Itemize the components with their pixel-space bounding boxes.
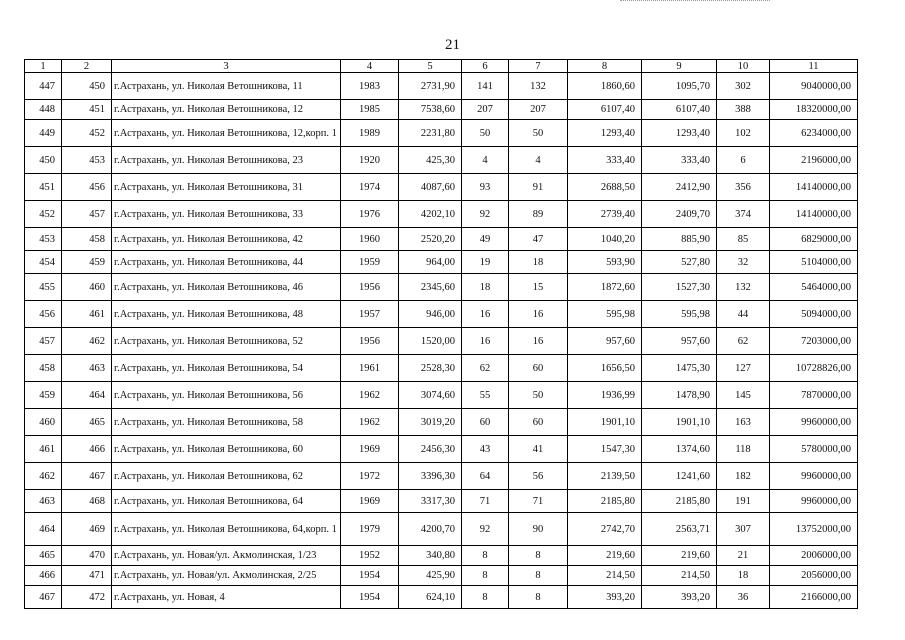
table-cell: 219,60	[642, 546, 717, 566]
table-cell: г.Астрахань, ул. Николая Ветошникова, 52	[112, 328, 341, 355]
table-cell: 447	[25, 73, 62, 100]
table-cell: 1969	[341, 436, 399, 463]
table-cell: 957,60	[642, 328, 717, 355]
table-cell: 453	[62, 147, 112, 174]
table-cell: 91	[509, 174, 568, 201]
table-cell: 6107,40	[642, 100, 717, 120]
table-cell: 102	[717, 120, 770, 147]
table-cell: 469	[62, 513, 112, 546]
table-cell: г.Астрахань, ул. Николая Ветошникова, 33	[112, 201, 341, 228]
table-cell: 89	[509, 201, 568, 228]
table-row	[25, 566, 858, 586]
table-row	[25, 120, 858, 147]
table-cell: 456	[62, 174, 112, 201]
table-cell: 1901,10	[642, 409, 717, 436]
table-cell: 595,98	[642, 301, 717, 328]
table-cell: 214,50	[568, 566, 642, 586]
table-cell: 1656,50	[568, 355, 642, 382]
table-cell: г.Астрахань, ул. Николая Ветошникова, 54	[112, 355, 341, 382]
table-cell: 964,00	[399, 251, 462, 274]
table-cell: 333,40	[642, 147, 717, 174]
table-cell: 92	[462, 513, 509, 546]
table-cell: 5464000,00	[770, 274, 858, 301]
table-cell: 946,00	[399, 301, 462, 328]
table-cell: 132	[509, 73, 568, 100]
table-cell: 451	[62, 100, 112, 120]
table-cell: 207	[462, 100, 509, 120]
table-cell: 472	[62, 586, 112, 609]
table-cell: 90	[509, 513, 568, 546]
table-cell: 463	[25, 490, 62, 513]
table-row	[25, 201, 858, 228]
table-cell: г.Астрахань, ул. Николая Ветошникова, 31	[112, 174, 341, 201]
table-cell: 467	[62, 463, 112, 490]
table-cell: 333,40	[568, 147, 642, 174]
table-cell: г.Астрахань, ул. Николая Ветошникова, 44	[112, 251, 341, 274]
table-cell: 885,90	[642, 228, 717, 251]
table-cell: г.Астрахань, ул. Новая/ул. Акмолинская, 2/25	[112, 566, 341, 586]
table-cell: 3074,60	[399, 382, 462, 409]
table-cell: 1293,40	[568, 120, 642, 147]
table-cell: 4087,60	[399, 174, 462, 201]
table-row	[25, 436, 858, 463]
column-header: 5	[399, 60, 462, 73]
table-cell: 118	[717, 436, 770, 463]
table-cell: 18	[509, 251, 568, 274]
column-header: 2	[62, 60, 112, 73]
table-row	[25, 228, 858, 251]
table-header-row	[25, 60, 858, 73]
table-cell: 450	[25, 147, 62, 174]
table-cell: 64	[462, 463, 509, 490]
table-cell: 92	[462, 201, 509, 228]
table-cell: 2739,40	[568, 201, 642, 228]
table-cell: 2456,30	[399, 436, 462, 463]
table-cell: 1962	[341, 409, 399, 436]
table-cell: г.Астрахань, ул. Новая/ул. Акмолинская, 1/23	[112, 546, 341, 566]
table-cell: 2563,71	[642, 513, 717, 546]
table-cell: 2412,90	[642, 174, 717, 201]
column-header: 3	[112, 60, 341, 73]
table-cell: 55	[462, 382, 509, 409]
table-row	[25, 546, 858, 566]
table-cell: 62	[462, 355, 509, 382]
table-cell: 18	[717, 566, 770, 586]
table-cell: 374	[717, 201, 770, 228]
table-row	[25, 586, 858, 609]
table-cell: 2742,70	[568, 513, 642, 546]
table-cell: 1976	[341, 201, 399, 228]
table-cell: 2231,80	[399, 120, 462, 147]
table-cell: 3317,30	[399, 490, 462, 513]
table-row	[25, 355, 858, 382]
table-cell: 457	[25, 328, 62, 355]
table-cell: 41	[509, 436, 568, 463]
column-header: 10	[717, 60, 770, 73]
table-cell: 1952	[341, 546, 399, 566]
table-row	[25, 147, 858, 174]
table-cell: 462	[62, 328, 112, 355]
table-cell: 1241,60	[642, 463, 717, 490]
table-cell: 8	[509, 546, 568, 566]
table-cell: 6107,40	[568, 100, 642, 120]
table-cell: 163	[717, 409, 770, 436]
table-cell: 5094000,00	[770, 301, 858, 328]
table-cell: 1969	[341, 490, 399, 513]
table-cell: 50	[509, 120, 568, 147]
table-cell: 1095,70	[642, 73, 717, 100]
table-cell: 1985	[341, 100, 399, 120]
table-cell: 9040000,00	[770, 73, 858, 100]
table-cell: 60	[509, 355, 568, 382]
scan-artifact-marks	[620, 0, 770, 7]
table-cell: 1527,30	[642, 274, 717, 301]
table-cell: 4	[462, 147, 509, 174]
table-cell: 14140000,00	[770, 174, 858, 201]
table-cell: 467	[25, 586, 62, 609]
table-row	[25, 382, 858, 409]
table-cell: 455	[25, 274, 62, 301]
table-cell: 50	[462, 120, 509, 147]
table-cell: 452	[62, 120, 112, 147]
table-cell: 1983	[341, 73, 399, 100]
table-cell: 85	[717, 228, 770, 251]
table-cell: 1520,00	[399, 328, 462, 355]
table-cell: 18320000,00	[770, 100, 858, 120]
table-cell: г.Астрахань, ул. Николая Ветошникова, 64,корп. 1	[112, 513, 341, 546]
table-cell: 3019,20	[399, 409, 462, 436]
table-cell: г.Астрахань, ул. Николая Ветошникова, 56	[112, 382, 341, 409]
table-cell: 340,80	[399, 546, 462, 566]
table-cell: 452	[25, 201, 62, 228]
table-cell: 393,20	[568, 586, 642, 609]
table-cell: 1374,60	[642, 436, 717, 463]
table-cell: 7538,60	[399, 100, 462, 120]
table-row	[25, 409, 858, 436]
table-cell: 2520,20	[399, 228, 462, 251]
table-cell: 466	[62, 436, 112, 463]
table-cell: 3396,30	[399, 463, 462, 490]
table-cell: 1979	[341, 513, 399, 546]
table-cell: 458	[25, 355, 62, 382]
table-row	[25, 301, 858, 328]
table-cell: 2056000,00	[770, 566, 858, 586]
housing-table	[24, 59, 858, 609]
table-cell: г.Астрахань, ул. Николая Ветошникова, 12	[112, 100, 341, 120]
table-cell: 93	[462, 174, 509, 201]
table-cell: 1989	[341, 120, 399, 147]
table-cell: 457	[62, 201, 112, 228]
table-cell: 182	[717, 463, 770, 490]
table-cell: 44	[717, 301, 770, 328]
table-cell: 9960000,00	[770, 463, 858, 490]
table-cell: 1959	[341, 251, 399, 274]
table-cell: 8	[509, 566, 568, 586]
table-cell: 1920	[341, 147, 399, 174]
table-row	[25, 274, 858, 301]
table-cell: 464	[25, 513, 62, 546]
table-cell: 60	[509, 409, 568, 436]
table-cell: 1040,20	[568, 228, 642, 251]
table-cell: 471	[62, 566, 112, 586]
table-cell: 463	[62, 355, 112, 382]
table-cell: 458	[62, 228, 112, 251]
table-cell: 141	[462, 73, 509, 100]
table-cell: 56	[509, 463, 568, 490]
table-cell: 18	[462, 274, 509, 301]
table-cell: 2166000,00	[770, 586, 858, 609]
table-row	[25, 73, 858, 100]
column-header: 1	[25, 60, 62, 73]
column-header: 7	[509, 60, 568, 73]
table-cell: 6	[717, 147, 770, 174]
table-row	[25, 174, 858, 201]
table-cell: 464	[62, 382, 112, 409]
table-cell: 5104000,00	[770, 251, 858, 274]
table-cell: 1901,10	[568, 409, 642, 436]
table-row	[25, 490, 858, 513]
table-cell: 388	[717, 100, 770, 120]
table-cell: 1936,99	[568, 382, 642, 409]
table-cell: 2345,60	[399, 274, 462, 301]
table-cell: 127	[717, 355, 770, 382]
table-cell: 2731,90	[399, 73, 462, 100]
table-cell: 448	[25, 100, 62, 120]
table-cell: 1956	[341, 328, 399, 355]
table-cell: 71	[509, 490, 568, 513]
table-cell: 207	[509, 100, 568, 120]
table-row	[25, 513, 858, 546]
table-cell: 1960	[341, 228, 399, 251]
table-cell: 219,60	[568, 546, 642, 566]
table-cell: 468	[62, 490, 112, 513]
table-cell: 1547,30	[568, 436, 642, 463]
table-cell: 4202,10	[399, 201, 462, 228]
table-cell: 460	[62, 274, 112, 301]
table-cell: 1475,30	[642, 355, 717, 382]
table-cell: 957,60	[568, 328, 642, 355]
column-header: 11	[770, 60, 858, 73]
table-cell: 214,50	[642, 566, 717, 586]
table-cell: 14140000,00	[770, 201, 858, 228]
table-cell: 132	[717, 274, 770, 301]
table-row	[25, 251, 858, 274]
table-cell: 425,30	[399, 147, 462, 174]
table-cell: 15	[509, 274, 568, 301]
table-cell: г.Астрахань, ул. Николая Ветошникова, 23	[112, 147, 341, 174]
table-cell: 456	[25, 301, 62, 328]
table-cell: 425,90	[399, 566, 462, 586]
table-row	[25, 100, 858, 120]
table-cell: 191	[717, 490, 770, 513]
table-cell: 307	[717, 513, 770, 546]
table-cell: 1954	[341, 566, 399, 586]
table-cell: 8	[509, 586, 568, 609]
table-cell: 1860,60	[568, 73, 642, 100]
table-cell: г.Астрахань, ул. Николая Ветошникова, 42	[112, 228, 341, 251]
table-cell: 459	[62, 251, 112, 274]
table-cell: 2006000,00	[770, 546, 858, 566]
table-cell: 4	[509, 147, 568, 174]
table-cell: 2196000,00	[770, 147, 858, 174]
table-cell: 527,80	[642, 251, 717, 274]
table-cell: г.Астрахань, ул. Николая Ветошникова, 58	[112, 409, 341, 436]
table-cell: 1957	[341, 301, 399, 328]
table-cell: 32	[717, 251, 770, 274]
table-cell: 1956	[341, 274, 399, 301]
table-cell: 1872,60	[568, 274, 642, 301]
table-cell: 2139,50	[568, 463, 642, 490]
table-cell: г.Астрахань, ул. Николая Ветошникова, 11	[112, 73, 341, 100]
table-cell: 62	[717, 328, 770, 355]
table-cell: 393,20	[642, 586, 717, 609]
table-cell: 5780000,00	[770, 436, 858, 463]
table-row	[25, 328, 858, 355]
table-cell: 1974	[341, 174, 399, 201]
table-cell: 16	[462, 328, 509, 355]
table-cell: 19	[462, 251, 509, 274]
table-cell: 2409,70	[642, 201, 717, 228]
table-cell: 50	[509, 382, 568, 409]
table-cell: 1954	[341, 586, 399, 609]
table-cell: 465	[62, 409, 112, 436]
table-cell: г.Астрахань, ул. Николая Ветошникова, 64	[112, 490, 341, 513]
table-cell: г.Астрахань, ул. Николая Ветошникова, 48	[112, 301, 341, 328]
table-cell: 1478,90	[642, 382, 717, 409]
table-cell: 2688,50	[568, 174, 642, 201]
table-cell: г.Астрахань, ул. Николая Ветошникова, 12,корп. 1	[112, 120, 341, 147]
table-cell: 9960000,00	[770, 490, 858, 513]
table-cell: 2528,30	[399, 355, 462, 382]
table-cell: 8	[462, 566, 509, 586]
table-cell: 16	[509, 301, 568, 328]
table-cell: 461	[25, 436, 62, 463]
table-cell: 593,90	[568, 251, 642, 274]
table-cell: 451	[25, 174, 62, 201]
table-cell: 10728826,00	[770, 355, 858, 382]
table-cell: 16	[509, 328, 568, 355]
table-cell: г.Астрахань, ул. Новая, 4	[112, 586, 341, 609]
table-cell: 465	[25, 546, 62, 566]
table-cell: г.Астрахань, ул. Николая Ветошникова, 46	[112, 274, 341, 301]
table-cell: 2185,80	[568, 490, 642, 513]
table-cell: 470	[62, 546, 112, 566]
table-cell: 1961	[341, 355, 399, 382]
table-cell: 145	[717, 382, 770, 409]
table-cell: 302	[717, 73, 770, 100]
page-number: 21	[445, 37, 460, 53]
table-cell: 453	[25, 228, 62, 251]
table-cell: 36	[717, 586, 770, 609]
table-cell: 624,10	[399, 586, 462, 609]
column-header: 9	[642, 60, 717, 73]
table-cell: 6829000,00	[770, 228, 858, 251]
table-cell: 1962	[341, 382, 399, 409]
table-cell: 16	[462, 301, 509, 328]
table-cell: 4200,70	[399, 513, 462, 546]
table-cell: 454	[25, 251, 62, 274]
table-cell: 21	[717, 546, 770, 566]
table-cell: 7870000,00	[770, 382, 858, 409]
table-cell: 43	[462, 436, 509, 463]
table-cell: 2185,80	[642, 490, 717, 513]
table-row	[25, 463, 858, 490]
table-cell: 71	[462, 490, 509, 513]
column-header: 4	[341, 60, 399, 73]
table-cell: 47	[509, 228, 568, 251]
table-cell: 9960000,00	[770, 409, 858, 436]
table-cell: 60	[462, 409, 509, 436]
table-cell: г.Астрахань, ул. Николая Ветошникова, 62	[112, 463, 341, 490]
table-cell: 1293,40	[642, 120, 717, 147]
table-cell: 1972	[341, 463, 399, 490]
table-cell: 450	[62, 73, 112, 100]
table-cell: 8	[462, 546, 509, 566]
table-cell: 462	[25, 463, 62, 490]
table-cell: 356	[717, 174, 770, 201]
column-header: 8	[568, 60, 642, 73]
table-cell: 595,98	[568, 301, 642, 328]
table-cell: 466	[25, 566, 62, 586]
table-cell: 7203000,00	[770, 328, 858, 355]
table-cell: 8	[462, 586, 509, 609]
table-cell: 461	[62, 301, 112, 328]
table-cell: 449	[25, 120, 62, 147]
table-cell: 460	[25, 409, 62, 436]
table-cell: 49	[462, 228, 509, 251]
table-cell: г.Астрахань, ул. Николая Ветошникова, 60	[112, 436, 341, 463]
table-cell: 13752000,00	[770, 513, 858, 546]
table-cell: 6234000,00	[770, 120, 858, 147]
table-cell: 459	[25, 382, 62, 409]
column-header: 6	[462, 60, 509, 73]
